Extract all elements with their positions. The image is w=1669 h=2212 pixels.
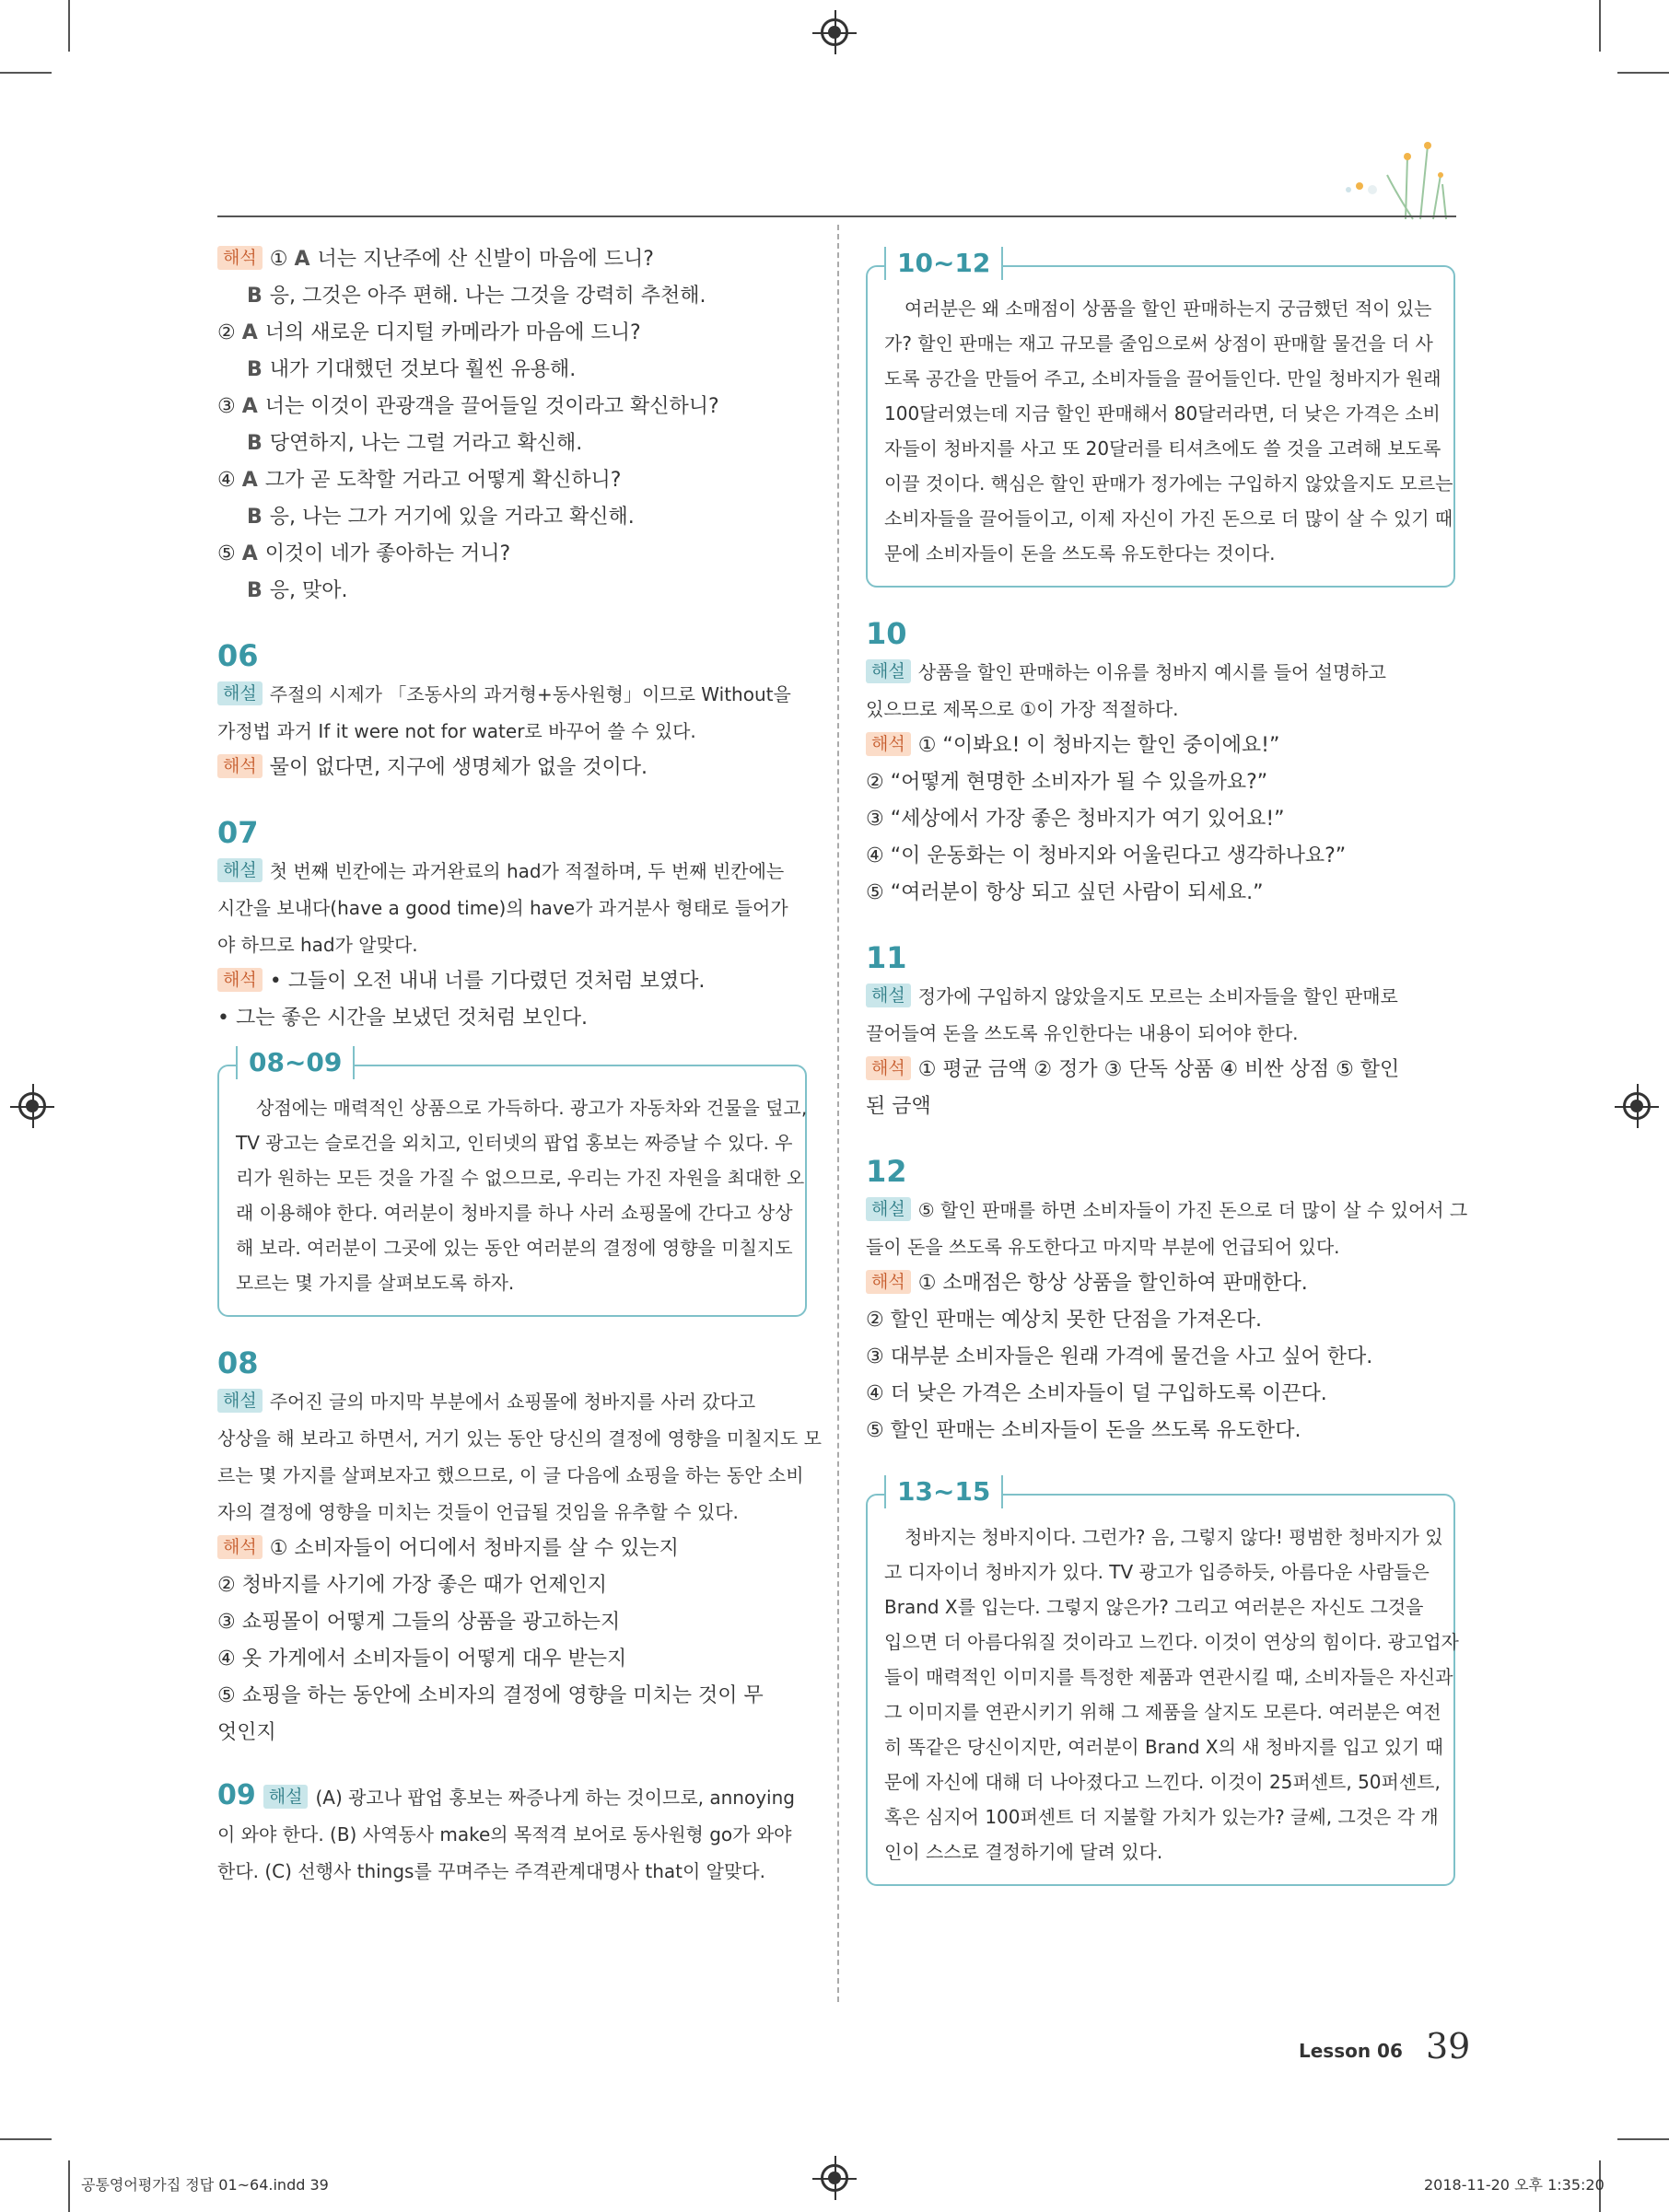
answer-option: ② “어떻게 현명한 소비자가 될 수 있을까요?”	[866, 771, 1268, 794]
explanation-line: 해설 상품을 할인 판매하는 이유를 청바지 예시를 들어 설명하고	[866, 654, 1455, 691]
registration-mark-icon	[18, 1092, 46, 1120]
column-divider	[837, 225, 839, 2002]
explanation-tag: 해설	[866, 984, 911, 1007]
translation-tag: 해석	[217, 968, 263, 992]
passage-line: 문에 소비자들이 돈을 쓰도록 유도한다는 것이다.	[884, 542, 1276, 565]
translation-tag: 해석	[217, 246, 263, 270]
explanation-line: 해설 주어진 글의 마지막 부분에서 쇼핑몰에 청바지를 사러 갔다고	[217, 1383, 807, 1420]
dialogue-line: ③ A 너는 이것이 관광객을 끌어들일 것이라고 확신하니?	[217, 395, 719, 418]
question-07	[217, 812, 807, 1037]
question-number: 12	[866, 1154, 907, 1189]
crop-mark	[1617, 2138, 1669, 2140]
question-09	[217, 1775, 807, 1890]
question-number: 09	[217, 1779, 256, 1811]
explanation-line: 해설 ⑤ 할인 판매를 하면 소비자들이 가진 돈으로 더 많이 살 수 있어서 그	[866, 1192, 1455, 1228]
passage-box-13-15	[866, 1476, 1459, 1886]
passage-line: 모르는 몇 가지를 살펴보도록 하자.	[236, 1272, 515, 1294]
right-column	[866, 241, 1468, 1886]
passage-line: 청바지는 청바지이다. 그런가? 음, 그렇지 않다! 평범한 청바지가 있	[905, 1526, 1443, 1548]
answer-option: ④ 옷 가게에서 소비자들이 어떻게 대우 받는지	[217, 1647, 627, 1671]
translation-line: • 그는 좋은 시간을 보냈던 것처럼 보인다.	[217, 1007, 588, 1030]
left-column	[217, 241, 822, 1890]
translation-line: 해석 ① 소매점은 항상 상품을 할인하여 판매한다.	[866, 1265, 1455, 1302]
translation-tag: 해석	[217, 1535, 263, 1559]
explanation-line: 상상을 해 보라고 하면서, 거기 있는 동안 당신의 결정에 영향을 미칠지도 모	[217, 1427, 822, 1449]
explanation-line: 한다. (C) 선행사 things를 꾸며주는 주격관계대명사 that이 알맞다.	[217, 1860, 765, 1882]
translation-line: 해석 ① “이봐요! 이 청바지는 할인 중이에요!”	[866, 728, 1455, 764]
dialogue-line: B 응, 그것은 아주 편해. 나는 그것을 강력히 추천해.	[247, 285, 706, 308]
translation-line: 해석 물이 없다면, 지구에 생명체가 없을 것이다.	[217, 750, 807, 786]
explanation-line: 09 해설 (A) 광고나 팝업 홍보는 짜증나게 하는 것이므로, annoying	[217, 1779, 795, 1811]
passage-line: 100달러였는데 지금 할인 판매해서 80달러라면, 더 낮은 가격은 소비	[884, 402, 1441, 425]
translation-tag: 해석	[866, 1270, 911, 1294]
crop-mark	[0, 2138, 52, 2140]
passage-line: 히 똑같은 당신이지만, 여러분이 Brand X의 새 청바지를 입고 있기 때	[884, 1736, 1443, 1758]
translation-tag: 해석	[866, 1056, 911, 1080]
passage-line: 혹은 심지어 100퍼센트 더 지불할 가치가 있는가? 글쎄, 그것은 각 개	[884, 1806, 1439, 1828]
passage-line: 도록 공간을 만들어 주고, 소비자들을 끌어들인다. 만일 청바지가 원래	[884, 367, 1441, 390]
dialogue-line: B 응, 나는 그가 거기에 있을 거라고 확신해.	[247, 506, 635, 529]
translation-tag: 해석	[866, 732, 911, 756]
crop-mark	[68, 0, 70, 52]
print-slug-timestamp: 2018-11-20 오후 1:35:20	[1424, 2176, 1605, 2194]
passage-line: 래 이용해야 한다. 여러분이 청바지를 하나 사러 쇼핑몰에 간다고 상상	[236, 1202, 793, 1224]
dialogue-line: ④ A 그가 곧 도착할 거라고 어떻게 확신하니?	[217, 469, 622, 492]
translation-line: 해석 • 그들이 오전 내내 너를 기다렸던 것처럼 보였다.	[217, 963, 807, 1000]
answer-option: ③ “세상에서 가장 좋은 청바지가 여기 있어요!”	[866, 808, 1285, 831]
explanation-tag: 해설	[866, 659, 911, 683]
explanation-line: 있으므로 제목으로 ①이 가장 적절하다.	[866, 698, 1179, 720]
answer-option: ⑤ 할인 판매는 소비자들이 돈을 쓰도록 유도한다.	[866, 1419, 1301, 1442]
passage-line: 인이 스스로 결정하기에 달려 있다.	[884, 1841, 1163, 1863]
passage-box-08-09	[217, 1047, 808, 1317]
passage-line: 상점에는 매력적인 상품으로 가득하다. 광고가 자동차와 건물을 덮고,	[256, 1097, 808, 1119]
answer-option: 엇인지	[217, 1721, 276, 1744]
explanation-line: 해설 주절의 시제가 「조동사의 과거형+동사원형」이므로 Without을	[217, 676, 807, 713]
answer-option: ⑤ 쇼핑을 하는 동안에 소비자의 결정에 영향을 미치는 것이 무	[217, 1684, 764, 1707]
explanation-line: 끌어들여 돈을 쓰도록 유인한다는 내용이 되어야 한다.	[866, 1022, 1299, 1044]
passage-line: 가? 할인 판매는 재고 규모를 줄임으로써 상점이 판매할 물건을 더 사	[884, 332, 1433, 355]
explanation-tag: 해설	[263, 1785, 309, 1809]
question-06	[217, 635, 807, 786]
passage-line: 자들이 청바지를 사고 또 20달러를 티셔츠에도 쓸 것을 고려해 보도록	[884, 437, 1441, 460]
flower-decoration-icon	[1332, 138, 1461, 221]
explanation-line: 가정법 과거 If it were not for water로 바꾸어 쓸 수 있다.	[217, 720, 696, 742]
crop-mark	[1599, 0, 1601, 52]
explanation-line: 해설 첫 번째 빈칸에는 과거완료의 had가 적절하며, 두 번째 빈칸에는	[217, 853, 807, 890]
answer-option: ④ “이 운동화는 이 청바지와 어울린다고 생각하나요?”	[866, 844, 1347, 867]
registration-mark-icon	[821, 18, 848, 46]
explanation-line: 해설 정가에 구입하지 않았을지도 모르는 소비자들을 할인 판매로	[866, 978, 1455, 1015]
passage-line: 입으면 더 아름다워질 것이라고 느낀다. 이것이 연상의 힘이다. 광고업자	[884, 1631, 1459, 1653]
question-number: 10	[866, 616, 907, 651]
question-number: 06	[217, 638, 259, 673]
passage-line: 그 이미지를 연관시키기 위해 그 제품을 살지도 모른다. 여러분은 여전	[884, 1701, 1441, 1723]
passage-box-10-12	[866, 248, 1455, 588]
explanation-tag: 해설	[217, 681, 263, 705]
dialogue-line: 해석 ① A 너는 지난주에 산 신발이 마음에 드니?	[217, 241, 807, 278]
explanation-tag: 해설	[217, 1389, 263, 1413]
question-10	[866, 613, 1455, 912]
answer-option: ③ 쇼핑몰이 어떻게 그들의 상품을 광고하는지	[217, 1611, 621, 1634]
explanation-line: 들이 돈을 쓰도록 유도한다고 마지막 부분에 언급되어 있다.	[866, 1236, 1340, 1258]
explanation-line: 르는 몇 가지를 살펴보자고 했으므로, 이 글 다음에 쇼핑을 하는 동안 소비	[217, 1464, 804, 1486]
passage-line: 이끌 것이다. 핵심은 할인 판매가 정가에는 구입하지 않았을지도 모르는	[884, 472, 1453, 495]
passage-line: 고 디자이너 청바지가 있다. TV 광고가 입증하듯, 아름다운 사람들은	[884, 1561, 1430, 1583]
crop-mark	[68, 2160, 70, 2212]
translation-line: 해석 ① 소비자들이 어디에서 청바지를 살 수 있는지	[217, 1531, 807, 1567]
answer-option: ③ 대부분 소비자들은 원래 가격에 물건을 사고 싶어 한다.	[866, 1345, 1373, 1368]
passage-line: TV 광고는 슬로건을 외치고, 인터넷의 팝업 홍보는 짜증날 수 있다. 우	[236, 1132, 793, 1154]
explanation-line: 야 하므로 had가 알맞다.	[217, 934, 418, 956]
explanation-line: 자의 결정에 영향을 미치는 것들이 언급될 것임을 유추할 수 있다.	[217, 1501, 739, 1523]
passage-box-label: 10~12	[884, 247, 1003, 280]
dialogue-line: B 당연하지, 나는 그럴 거라고 확신해.	[247, 432, 583, 455]
dialogue-line: ⑤ A 이것이 네가 좋아하는 거니?	[217, 542, 511, 565]
translation-line: 해석 ① 평균 금액 ② 정가 ③ 단독 상품 ④ 비싼 상점 ⑤ 할인	[866, 1052, 1455, 1089]
lesson-label: Lesson 06	[1299, 2040, 1403, 2062]
answer-option: ② 청바지를 사기에 가장 좋은 때가 언제인지	[217, 1574, 607, 1597]
answer-option: ⑤ “여러분이 항상 되고 싶던 사람이 되세요.”	[866, 881, 1264, 904]
registration-mark-icon	[1623, 1092, 1651, 1120]
passage-box-label: 13~15	[884, 1475, 1003, 1508]
answer-option: ④ 더 낮은 가격은 소비자들이 덜 구입하도록 이끈다.	[866, 1382, 1327, 1405]
print-slug-filename: 공통영어평가집 정답 01~64.indd 39	[81, 2176, 329, 2194]
dialogue-line: B 응, 맞아.	[247, 579, 348, 602]
passage-box-label: 08~09	[236, 1046, 355, 1079]
dialogue-line: ② A 너의 새로운 디지털 카메라가 마음에 드니?	[217, 321, 641, 344]
question-12	[866, 1151, 1468, 1449]
question-number: 11	[866, 940, 907, 975]
dialogue-line: B 내가 기대했던 것보다 훨씬 유용해.	[247, 358, 577, 381]
crop-mark	[1617, 72, 1669, 74]
explanation-tag: 해설	[217, 858, 263, 882]
question-number: 07	[217, 815, 259, 850]
crop-mark	[0, 72, 52, 74]
passage-line: 들이 매력적인 이미지를 특정한 제품과 연관시킬 때, 소비자들은 자신과	[884, 1666, 1453, 1688]
page-number: 39	[1426, 2026, 1471, 2066]
top-rule	[217, 215, 1456, 217]
passage-line: 소비자들을 끌어들이고, 이제 자신이 가진 돈으로 더 많이 살 수 있기 때	[884, 507, 1453, 530]
explanation-line: 이 와야 한다. (B) 사역동사 make의 목적격 보어로 동사원형 go가 와야	[217, 1823, 792, 1845]
translation-line: 된 금액	[866, 1095, 931, 1118]
translation-tag: 해석	[217, 754, 263, 778]
section-translation-dialogue	[217, 241, 807, 610]
question-number: 08	[217, 1345, 259, 1380]
question-08	[217, 1343, 822, 1752]
answer-option: ② 할인 판매는 예상치 못한 단점을 가져온다.	[866, 1309, 1262, 1332]
passage-line: 리가 원하는 모든 것을 가질 수 없으므로, 우리는 가진 자원을 최대한 오	[236, 1167, 805, 1189]
explanation-line: 시간을 보내다(have a good time)의 have가 과거분사 형태로 들어가	[217, 897, 788, 919]
explanation-tag: 해설	[866, 1197, 911, 1221]
question-11	[866, 937, 1455, 1125]
passage-line: 문에 자신에 대해 더 나아졌다고 느낀다. 이것이 25퍼센트, 50퍼센트,	[884, 1771, 1441, 1793]
registration-mark-icon	[821, 2164, 848, 2192]
passage-line: 해 보라. 여러분이 그곳에 있는 동안 여러분의 결정에 영향을 미칠지도	[236, 1237, 793, 1259]
passage-line: 여러분은 왜 소매점이 상품을 할인 판매하는지 궁금했던 적이 있는	[905, 297, 1432, 320]
passage-line: Brand X를 입는다. 그렇지 않은가? 그리고 여러분은 자신도 그것을	[884, 1596, 1424, 1618]
